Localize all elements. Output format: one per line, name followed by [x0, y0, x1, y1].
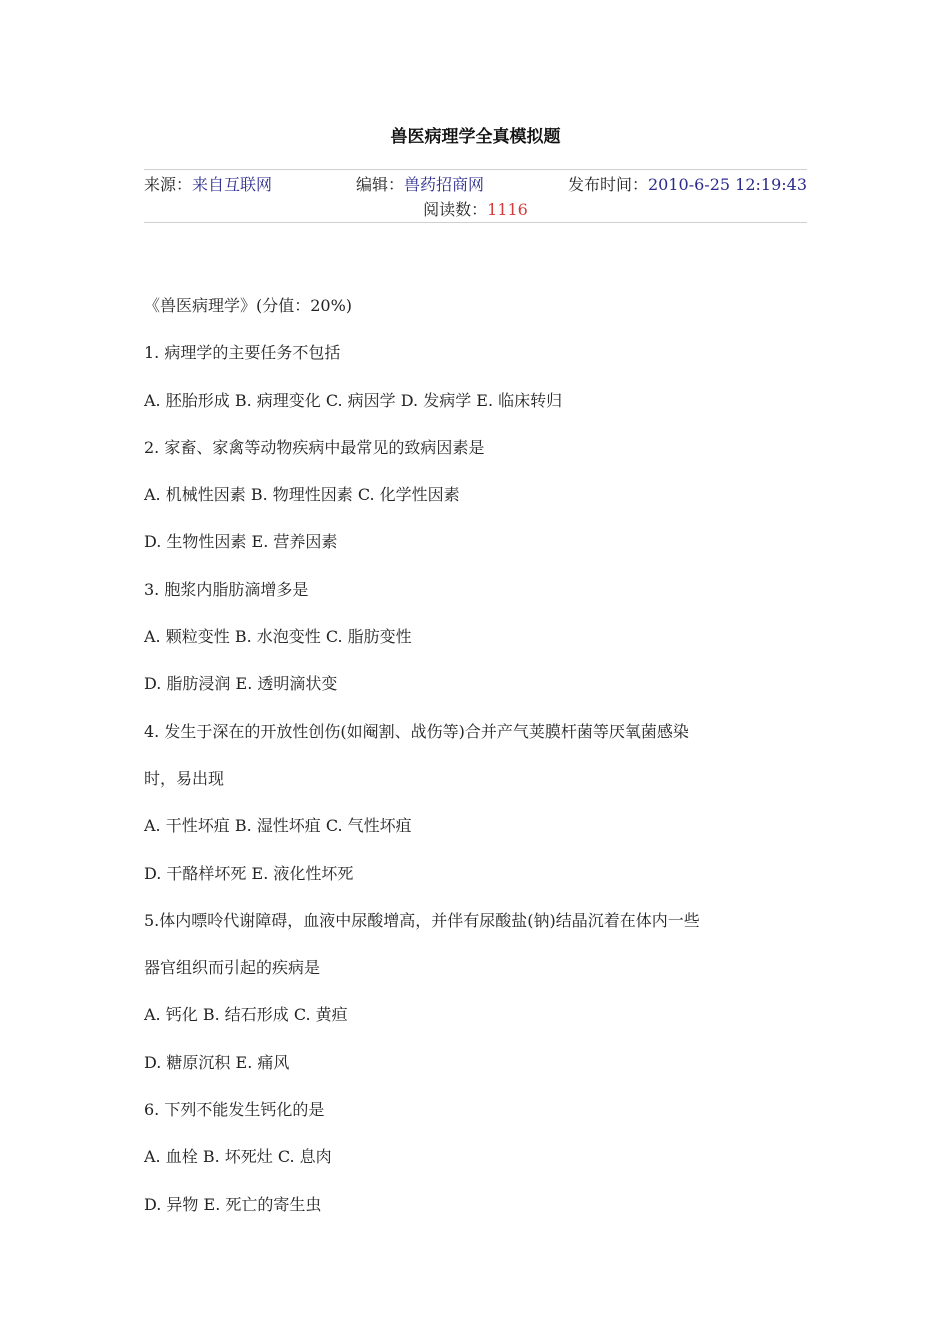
option-line: A. 干性坏疽 B. 湿性坏疽 C. 气性坏疽 — [144, 816, 412, 836]
question-line: 3. 胞浆内脂肪滴增多是 — [144, 579, 309, 599]
read-count-value: 1116 — [487, 200, 528, 219]
meta-row — [144, 172, 807, 197]
question-line: 5.体内嘌呤代谢障碍，血液中尿酸增高，并伴有尿酸盐(钠)结晶沉着在体内一些 — [144, 910, 700, 930]
top-divider — [144, 169, 807, 170]
question-line: 6. 下列不能发生钙化的是 — [144, 1100, 325, 1120]
publish-time-info — [568, 172, 807, 197]
option-line: A. 机械性因素 B. 物理性因素 C. 化学性因素 — [144, 485, 460, 505]
page-title: 兽医病理学全真模拟题 — [390, 127, 561, 147]
option-line: A. 颗粒变性 B. 水泡变性 C. 脂肪变性 — [144, 627, 412, 647]
article-meta — [144, 172, 807, 222]
source-link[interactable]: 来自互联网 — [192, 175, 273, 194]
read-count-row — [144, 197, 807, 222]
editor-label: 编辑： — [355, 175, 404, 194]
option-line: D. 干酪样坏死 E. 液化性坏死 — [144, 863, 354, 883]
option-line: D. 生物性因素 E. 营养因素 — [144, 532, 338, 552]
question-line-continued: 器官组织而引起的疾病是 — [144, 958, 321, 978]
option-line: A. 胚胎形成 B. 病理变化 C. 病因学 D. 发病学 E. 临床转归 — [144, 390, 563, 410]
question-line: 2. 家畜、家禽等动物疾病中最常见的致病因素是 — [144, 437, 485, 457]
option-line: D. 糖原沉积 E. 痛风 — [144, 1052, 290, 1072]
editor-link[interactable]: 兽药招商网 — [404, 175, 485, 194]
question-line-continued: 时，易出现 — [144, 768, 225, 788]
editor-info — [356, 172, 484, 197]
option-line: D. 异物 E. 死亡的寄生虫 — [144, 1194, 322, 1214]
bottom-divider — [144, 222, 807, 223]
option-line: A. 血栓 B. 坏死灶 C. 息肉 — [144, 1147, 332, 1167]
question-line: 1. 病理学的主要任务不包括 — [144, 343, 341, 363]
source-info — [144, 172, 272, 197]
read-count-label: 阅读数： — [423, 200, 488, 219]
option-line: D. 脂肪浸润 E. 透明滴状变 — [144, 674, 338, 694]
article-body — [144, 282, 807, 1228]
source-label: 来源： — [144, 175, 193, 194]
publish-time-label: 发布时间： — [567, 175, 648, 194]
question-line: 4. 发生于深在的开放性创伤(如阉割、战伤等)合并产气荚膜杆菌等厌氧菌感染 — [144, 721, 689, 741]
section-heading: 《兽医病理学》(分值：20%) — [144, 296, 353, 315]
option-line: A. 钙化 B. 结石形成 C. 黄疸 — [144, 1005, 348, 1025]
publish-time-value: 2010-6-25 12:19:43 — [647, 175, 807, 194]
